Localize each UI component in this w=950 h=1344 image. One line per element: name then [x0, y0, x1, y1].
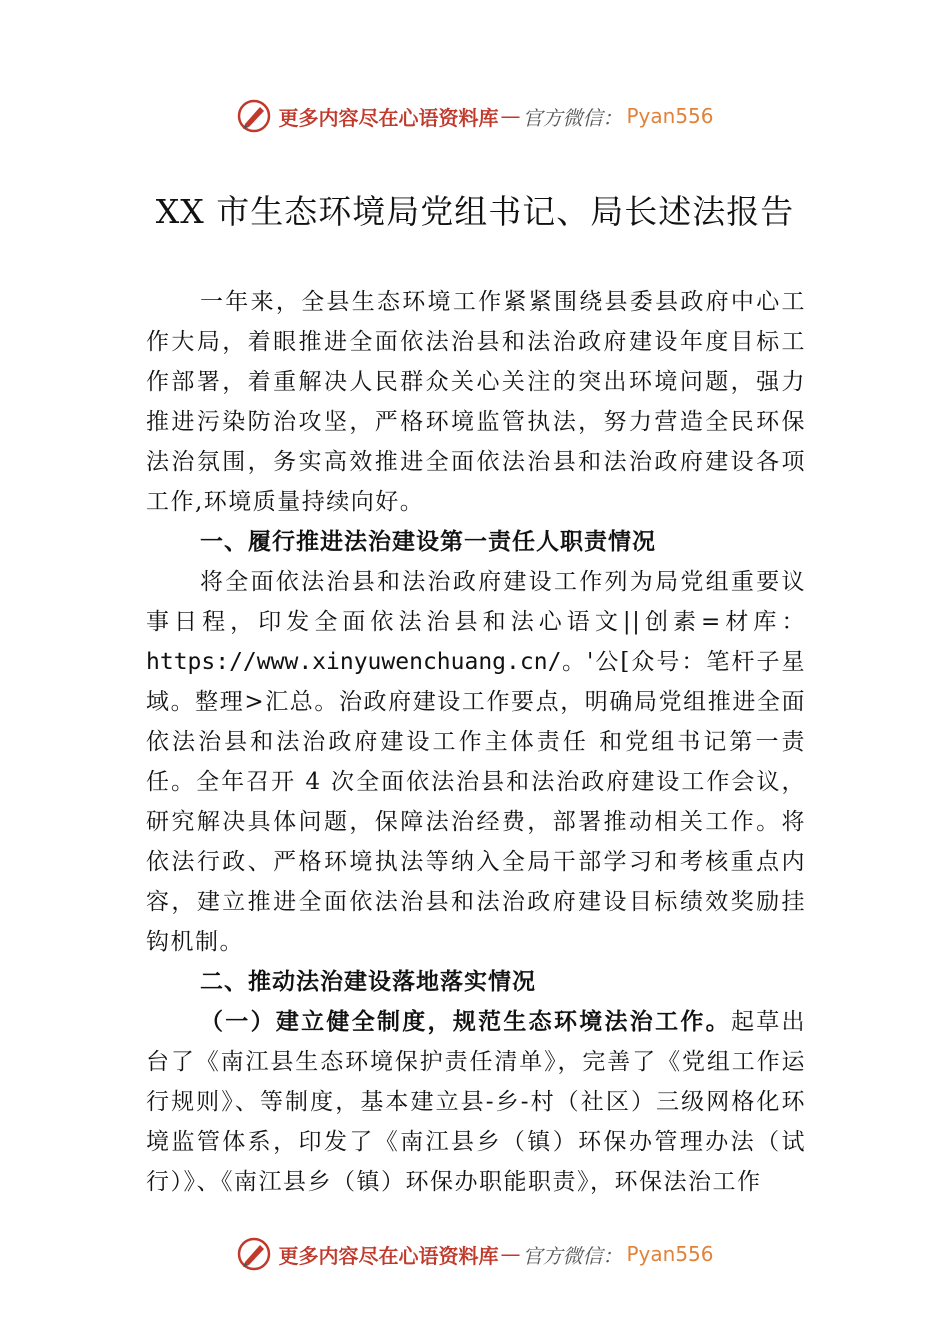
section-2-subheading: （一）建立健全制度，规范生态环境法治工作。	[200, 1008, 731, 1035]
section-1-heading: 一、履行推进法治建设第一责任人职责情况	[200, 529, 656, 555]
section-1-paragraph	[146, 562, 806, 962]
banner-account: Pyan556	[626, 1242, 714, 1266]
section-1-text-a: 将全面依法治县和法治政府建设工作列为局党组重要议事日程，印发全面依法治县和法心语文||创素=材库：	[146, 569, 806, 635]
banner-brand-text: 更多内容尽在心语资料库	[278, 105, 499, 130]
section-1-text-b: 。'公[众号：笔杆子星域。整理>汇总。治政府建设工作要点，明确局党组推进全面依法治县和法治政府建设工作主体责任 和党组书记第一责任。全年召开 4 次全面依法治县和法治政府建设工作会议，研究解决具体问题，保障法治经费，部署推动相关工作。将依法行政、严格环境执法等纳入全局干部学习和考核重点内容，建立推进全面依法治县和法治政府建设目标绩效奖励挂钩机制。	[146, 649, 806, 955]
banner-dash: —	[500, 104, 521, 128]
section-2-heading: 二、推动法治建设落地落实情况	[200, 969, 536, 995]
document-body	[146, 282, 806, 1202]
header-watermark-banner	[0, 96, 950, 136]
pen-logo-icon	[236, 98, 272, 134]
document-title: XX 市生态环境局党组书记、局长述法报告	[155, 192, 795, 231]
banner-wechat-label: 官方微信：	[522, 1243, 623, 1268]
banner-dash: —	[500, 1242, 521, 1266]
section-2-paragraph	[146, 1002, 806, 1202]
section-2-text: 起草出台了《南江县生态环境保护责任清单》，完善了《党组工作运行规则》、等制度，基本建立县-乡-村（社区）三级网格化环境监管体系，印发了《南江县乡（镇）环保办管理办法（试行）》、《南江县乡（镇）环保办职能职责》，环保法治工作	[146, 1009, 807, 1195]
pen-logo-icon	[236, 1236, 272, 1272]
banner-wechat-label: 官方微信：	[522, 105, 623, 130]
banner-account: Pyan556	[626, 104, 714, 128]
footer-watermark-banner	[0, 1234, 950, 1274]
banner-brand-text: 更多内容尽在心语资料库	[278, 1243, 499, 1268]
intro-paragraph: 一年来，全县生态环境工作紧紧围绕县委县政府中心工作大局，着眼推进全面依法治县和法治政府建设年度目标工作部署，着重解决人民群众关心关注的突出环境问题，强力推进污染防治攻坚，严格环境监管执法，努力营造全民环保法治氛围，务实高效推进全面依法治县和法治政府建设各项工作,环境质量持续向好。	[146, 289, 806, 515]
section-1-url: https://www.xinyuwenchuang.cn/	[146, 649, 562, 675]
